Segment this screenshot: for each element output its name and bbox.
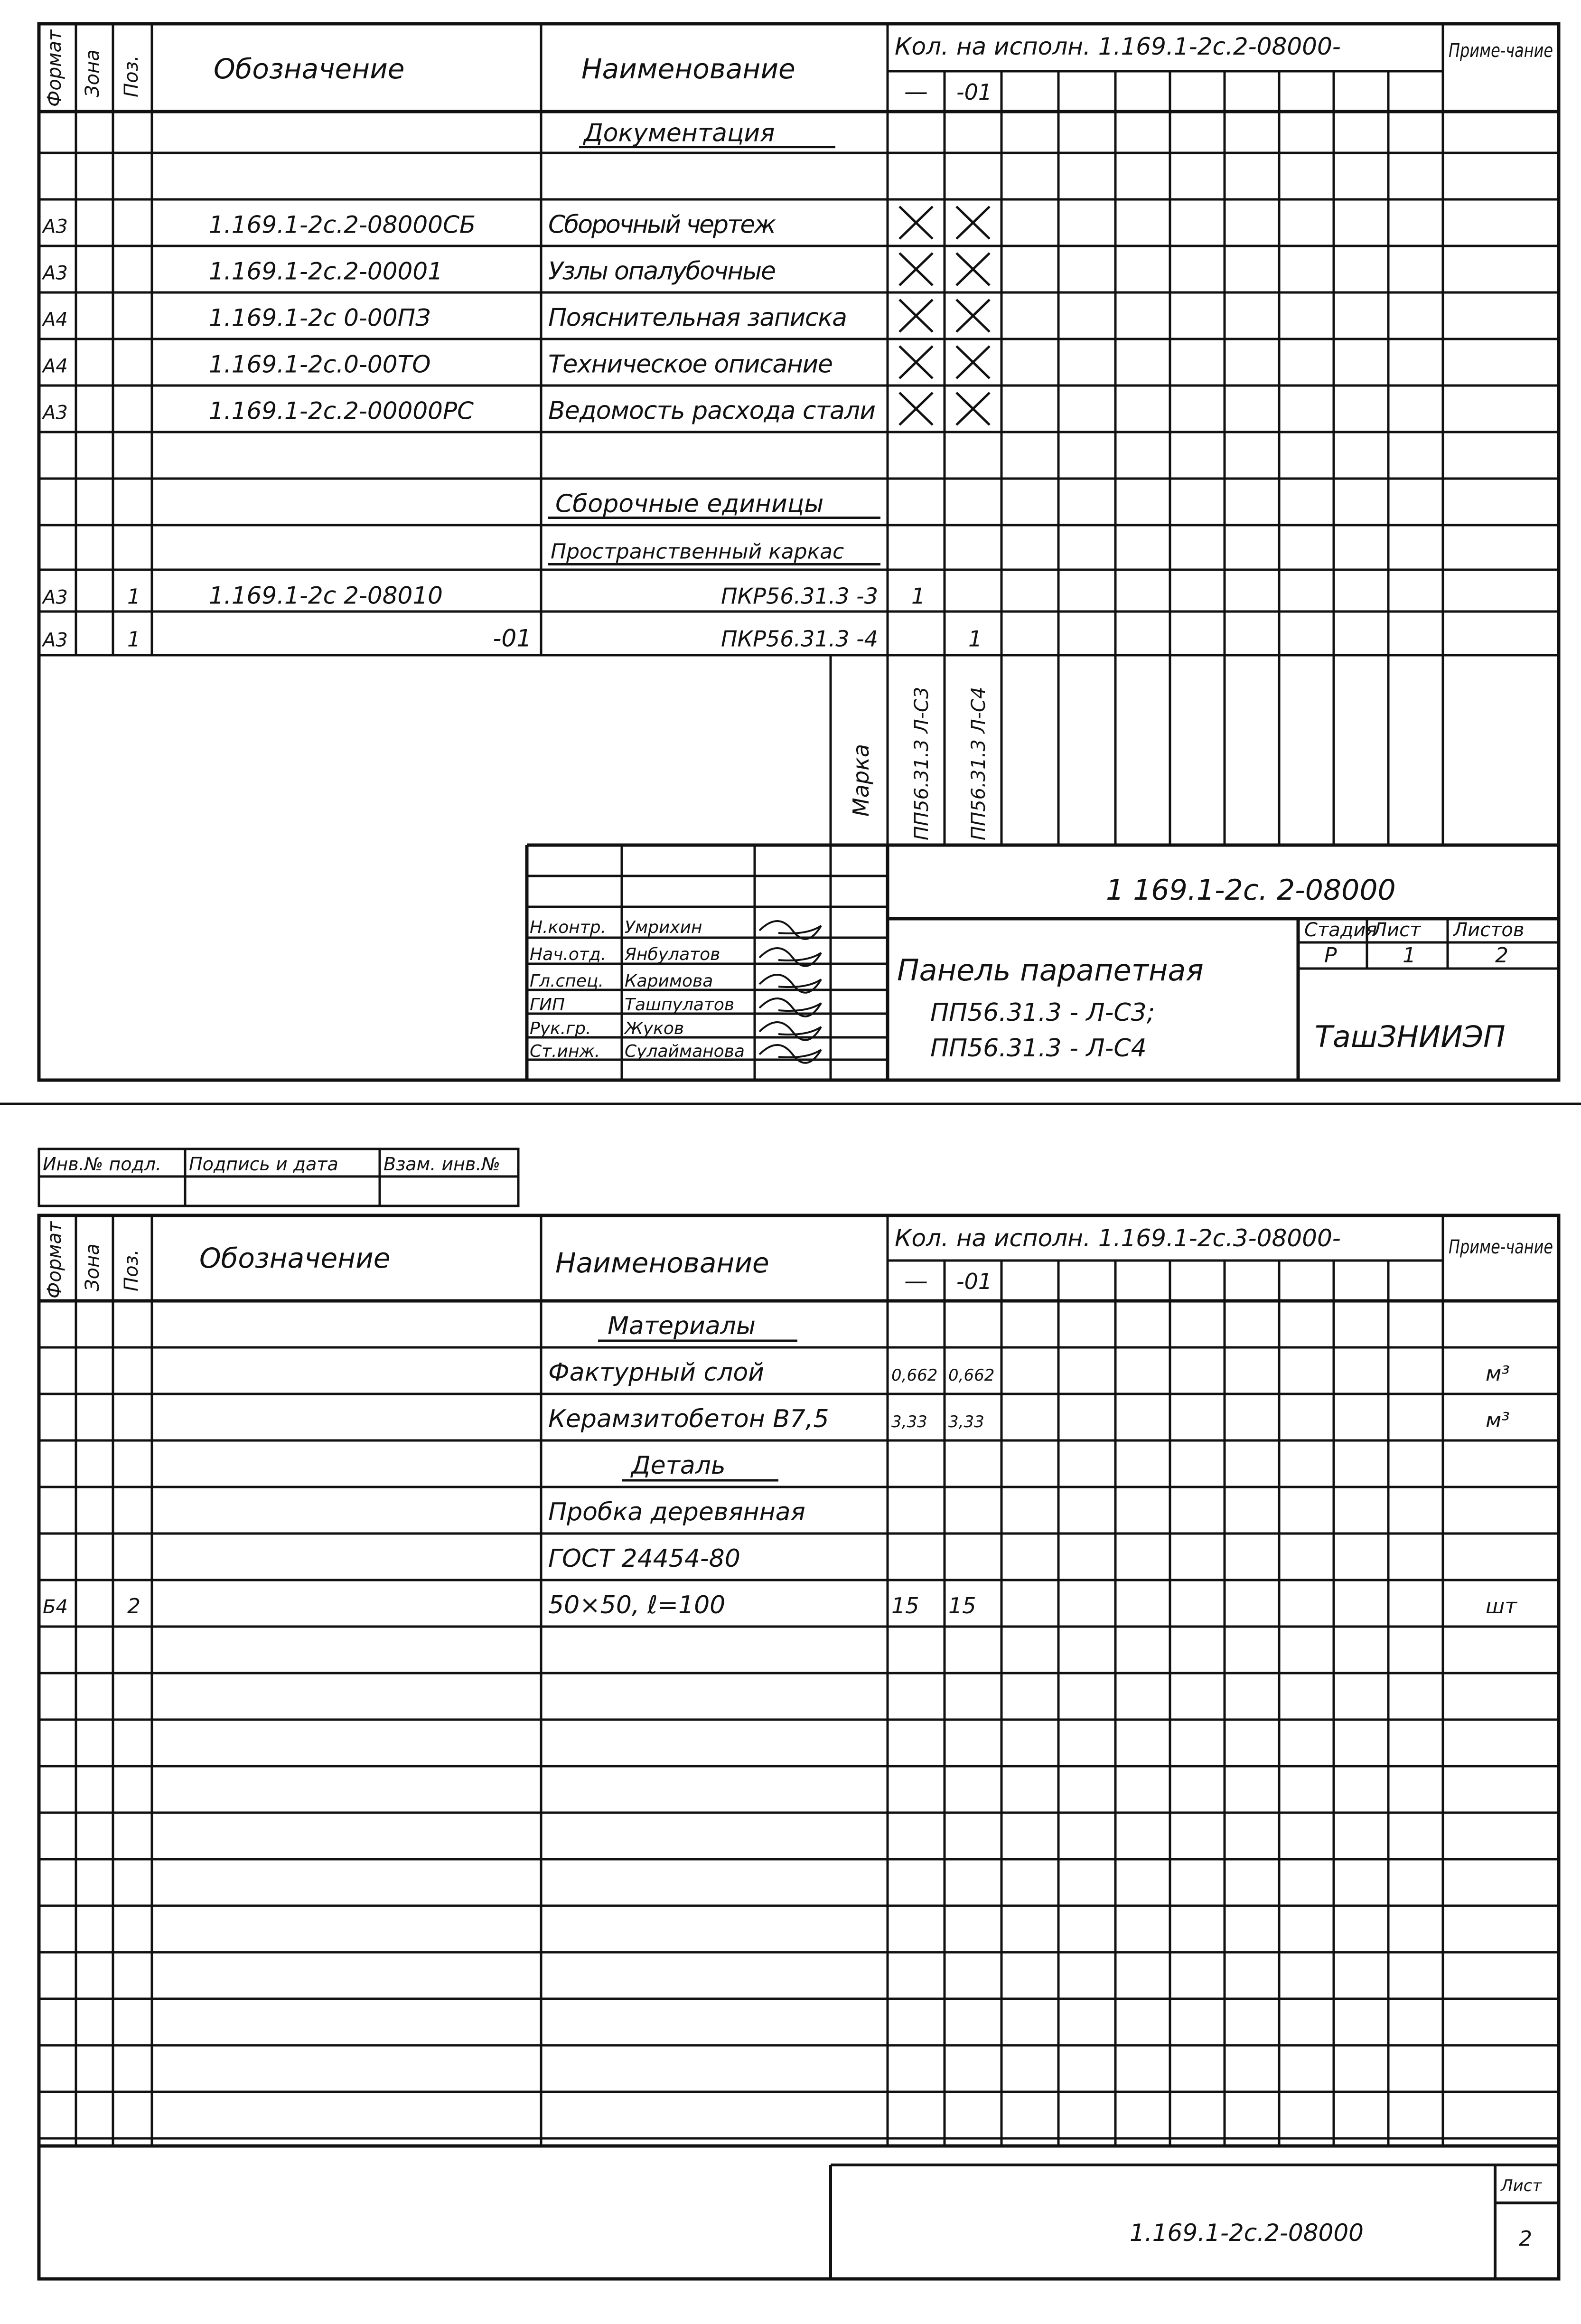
signature-role: Нач.отд. — [530, 945, 607, 964]
signature-name: Умрихин — [625, 918, 702, 937]
s2-header-pos: Поз. — [121, 1249, 142, 1291]
row-designation: 1.169.1-2с 0-00ПЗ — [209, 304, 431, 332]
footer-sheet-label: Лист — [1501, 2176, 1542, 2195]
signature-role: Рук.гр. — [530, 1019, 591, 1038]
header-qty-title: Кол. на исполн. 1.169.1-2с.2-08000- — [895, 33, 1341, 60]
row-name: Деталь — [631, 1451, 726, 1480]
stamp-sign-date: Подпись и дата — [189, 1154, 338, 1175]
sheet-1 — [39, 24, 1559, 1080]
row-note: м³ — [1486, 1362, 1510, 1386]
signature-name: Каримова — [625, 971, 713, 991]
s2-header-note: Приме-чание — [1449, 1236, 1553, 1258]
row-qty-base: 15 — [891, 1593, 919, 1618]
row-name: Пробка деревянная — [548, 1498, 805, 1526]
header-format: Формат — [44, 29, 65, 107]
row-name: Документация — [584, 119, 775, 148]
row-format: А4 — [43, 355, 68, 377]
sheet-2 — [39, 1149, 1559, 2279]
header-note: Приме-чание — [1449, 40, 1553, 62]
signature-role: Ст.инж. — [530, 1042, 600, 1061]
signature-name: Ташпулатов — [625, 995, 735, 1015]
footer-sheet-value: 2 — [1519, 2227, 1532, 2251]
organization: ТашЗНИИЭП — [1315, 1019, 1506, 1054]
row-name: Пространственный каркас — [551, 539, 844, 564]
s2-header-variant-01: -01 — [956, 1269, 992, 1294]
s2-header-qty-title: Кол. на исполн. 1.169.1-2с.3-08000- — [895, 1224, 1341, 1252]
row-name: Сборочные единицы — [555, 489, 824, 518]
row-designation: 1.169.1-2с.0-00ТО — [209, 350, 431, 378]
row-designation: -01 — [493, 624, 532, 652]
marka-label: Марка — [848, 743, 874, 817]
title-line-2: ПП56.31.3 - Л-С3; — [930, 998, 1155, 1027]
stamp-vzam: Взам. инв.№ — [384, 1154, 500, 1175]
header-name: Наименование — [581, 53, 795, 85]
row-format: А3 — [43, 262, 68, 284]
row-designation: 1.169.1-2с 2-08010 — [209, 582, 443, 610]
s2-header-format: Формат — [44, 1221, 65, 1298]
row-designation: 1.169.1-2с.2-00000РС — [209, 397, 474, 425]
row-designation: 1.169.1-2с.2-08000СБ — [209, 211, 476, 239]
sheet-2-row-lines — [39, 1347, 1559, 2138]
sheet-2-grid — [39, 1215, 1559, 2146]
row-qty-01: 15 — [948, 1593, 976, 1618]
row-name: Пояснительная записка — [548, 303, 847, 332]
row-pos: 1 — [127, 627, 140, 652]
s2-header-name: Наименование — [555, 1247, 769, 1279]
row-name: Ведомость расхода стали — [548, 396, 876, 425]
header-variant-01: -01 — [956, 79, 992, 105]
sheet-2-rows — [43, 1312, 1517, 1619]
signature-name: Янбулатов — [625, 945, 720, 964]
stage-value: Р — [1324, 943, 1337, 968]
header-pos: Поз. — [121, 55, 142, 97]
row-qty-base: 3,33 — [891, 1412, 927, 1431]
row-format: А3 — [43, 586, 68, 609]
row-name: ПКР56.31.3 -3 — [720, 583, 878, 609]
row-qty-01: 3,33 — [948, 1412, 984, 1431]
signature-role: ГИП — [530, 995, 565, 1015]
signature-name: Жуков — [625, 1019, 684, 1038]
footer-code: 1.169.1-2с.2-08000 — [1130, 2219, 1364, 2247]
row-name: Техническое описание — [548, 350, 833, 379]
s2-header-designation: Обозначение — [199, 1242, 391, 1274]
row-format: А3 — [43, 629, 68, 651]
row-name: Керамзитобетон В7,5 — [548, 1405, 829, 1433]
signature-scribble — [759, 921, 821, 939]
row-pos: 2 — [127, 1594, 140, 1618]
marka-value-1: ПП56.31.3 Л-С3 — [911, 687, 933, 840]
row-name: ПКР56.31.3 -4 — [720, 626, 878, 652]
row-name: Материалы — [608, 1312, 756, 1340]
sheet-value: 1 — [1403, 943, 1416, 968]
row-format: Б4 — [43, 1596, 68, 1618]
signature-name: Сулайманова — [625, 1042, 745, 1061]
row-pos: 1 — [127, 584, 140, 609]
row-qty-01: 0,662 — [948, 1366, 995, 1385]
header-variant-base: — — [904, 78, 928, 105]
row-qty-base: 0,662 — [891, 1366, 938, 1385]
row-name: Сборочный чертеж — [548, 210, 776, 239]
s2-header-zone: Зона — [82, 1243, 103, 1291]
sheet-label: Лист — [1373, 919, 1421, 941]
row-name: 50×50, ℓ=100 — [548, 1591, 726, 1619]
row-name: Фактурный слой — [548, 1358, 764, 1387]
row-format: А4 — [43, 309, 68, 331]
row-qty: 1 — [911, 583, 926, 609]
stamp-inv-podl: Инв.№ подл. — [43, 1154, 162, 1175]
row-format: А3 — [43, 216, 68, 238]
title-line-1: Панель парапетная — [897, 953, 1204, 988]
title-block-code: 1 169.1-2с. 2-08000 — [1106, 874, 1396, 907]
row-designation: 1.169.1-2с.2-00001 — [209, 257, 443, 285]
header-zone: Зона — [82, 49, 103, 97]
row-name: Узлы опалубочные — [548, 257, 776, 286]
title-line-3: ПП56.31.3 - Л-С4 — [930, 1034, 1147, 1063]
row-format: А3 — [43, 402, 68, 424]
s2-header-variant-base: — — [904, 1267, 928, 1295]
header-designation: Обозначение — [214, 53, 405, 85]
signature-role: Н.контр. — [530, 918, 607, 937]
marka-value-2: ПП56.31.3 Л-С4 — [968, 687, 990, 840]
sheets-value: 2 — [1495, 943, 1508, 968]
sheet-2-frame — [39, 1215, 1559, 2279]
sheets-label: Листов — [1453, 919, 1525, 941]
row-name: ГОСТ 24454-80 — [548, 1544, 740, 1573]
stage-label: Стадия — [1304, 919, 1377, 941]
row-note: шт — [1486, 1594, 1517, 1618]
row-note: м³ — [1486, 1408, 1510, 1432]
row-qty: 1 — [968, 626, 982, 652]
signature-role: Гл.спец. — [530, 971, 604, 991]
